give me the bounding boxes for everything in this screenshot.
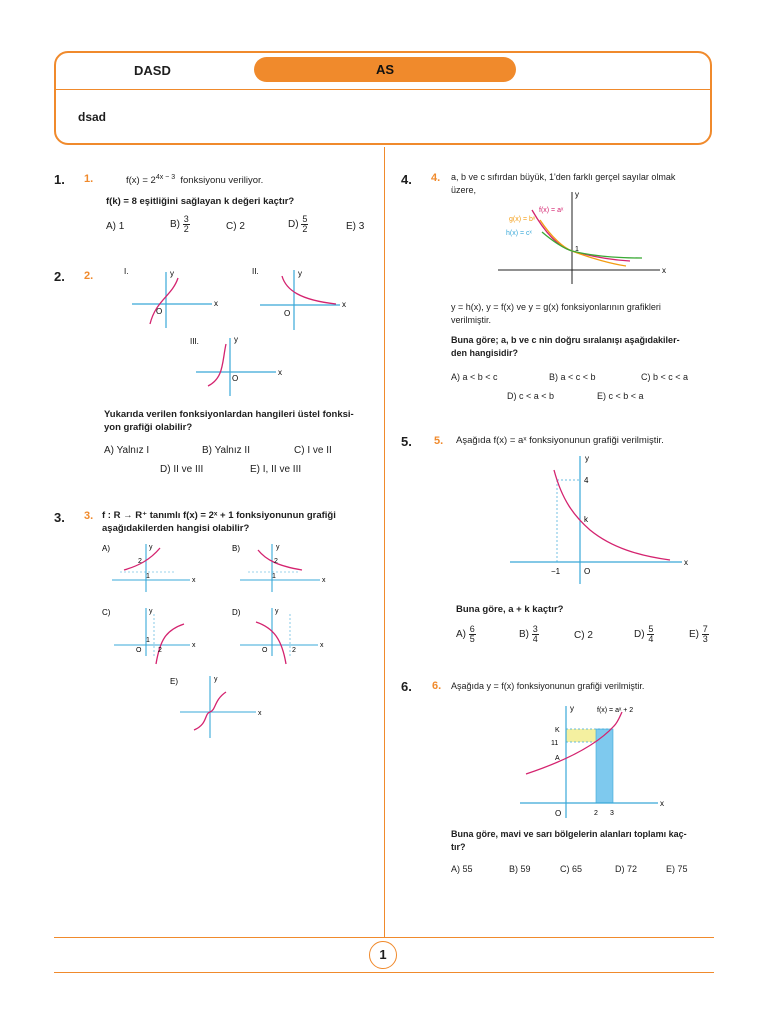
q5-a-fraction: $\frac{6}{5}$ xyxy=(469,624,475,644)
svg-text:O: O xyxy=(156,307,163,316)
svg-text:−1: −1 xyxy=(551,567,561,576)
q3-stem-line2: aşağıdakilerden hangisi olabilir? xyxy=(102,523,250,534)
q2-option-e[interactable]: E) I, II ve III xyxy=(250,464,302,475)
svg-text:y: y xyxy=(275,608,279,615)
svg-text:x: x xyxy=(662,266,666,275)
q4-option-d[interactable]: D) c < a < b xyxy=(507,391,555,401)
q6-question-line1: Buna göre, mavi ve sarı bölgelerin alanları toplamı kaç- xyxy=(451,829,687,839)
q5-option-d[interactable]: D) $\frac{5}{4}$ xyxy=(634,624,654,644)
svg-text:E): E) xyxy=(170,677,178,686)
svg-text:y: y xyxy=(298,269,302,278)
q1-orange-number: 1. xyxy=(84,173,94,185)
q1-b-label: B) xyxy=(170,219,180,231)
svg-text:y: y xyxy=(214,676,218,683)
svg-text:D): D) xyxy=(232,608,241,617)
q6-question-line2: tır? xyxy=(451,842,466,852)
svg-text:k: k xyxy=(584,515,588,524)
q5-d-fraction: $\frac{5}{4}$ xyxy=(648,624,654,644)
svg-text:x: x xyxy=(278,368,282,377)
q2-option-d[interactable]: D) II ve III xyxy=(160,464,204,475)
svg-text:2: 2 xyxy=(138,558,142,565)
q5-b-fraction: $\frac{3}{4}$ xyxy=(532,624,538,644)
q2-option-c[interactable]: C) I ve II xyxy=(294,445,332,456)
svg-text:y: y xyxy=(585,454,589,463)
q5-question: Buna göre, a + k kaçtır? xyxy=(456,604,564,615)
header-pill: AS xyxy=(254,57,516,82)
svg-text:1: 1 xyxy=(146,573,150,580)
q2-graph3-label: III. xyxy=(190,337,199,346)
svg-text:11: 11 xyxy=(551,740,559,747)
q5-option-e[interactable]: E) $\frac{7}{3}$ xyxy=(689,624,708,644)
q5-e-fraction: $\frac{7}{3}$ xyxy=(702,624,708,644)
svg-text:O: O xyxy=(262,647,268,654)
svg-text:g(x) = bˣ: g(x) = bˣ xyxy=(509,216,536,223)
q1-stem-pre: f(x) = 2 xyxy=(126,175,156,187)
svg-text:2: 2 xyxy=(274,558,278,565)
q2-orange-number: 2. xyxy=(84,270,94,282)
q5-stem: Aşağıda f(x) = aˣ fonksiyonunun grafiği verilmiştir. xyxy=(456,435,664,446)
q4-stem-line1: a, b ve c sıfırdan büyük, 1'den farklı gerçel sayılar olmak xyxy=(451,172,676,182)
q1-stem-exponent: 4x − 3 xyxy=(155,174,176,181)
svg-text:y: y xyxy=(149,544,153,551)
q4-number: 4. xyxy=(401,172,412,187)
q5-number: 5. xyxy=(401,434,412,449)
q1-option-c[interactable]: C) 2 xyxy=(226,221,245,232)
svg-text:O: O xyxy=(584,567,591,576)
q2-graph2-label: II. xyxy=(252,267,259,276)
q3-orange-number: 3. xyxy=(84,510,94,522)
svg-text:y: y xyxy=(276,544,280,551)
svg-text:x: x xyxy=(192,577,196,584)
svg-text:C): C) xyxy=(102,608,111,617)
q6-orange-number: 6. xyxy=(432,680,442,692)
q4-orange-number: 4. xyxy=(431,172,441,184)
q2-number: 2. xyxy=(54,269,65,284)
q5-option-c[interactable]: C) 2 xyxy=(574,630,593,641)
q6-option-e[interactable]: E) 75 xyxy=(666,864,688,874)
svg-text:y: y xyxy=(149,608,153,615)
q4-option-b[interactable]: B) a < c < b xyxy=(549,372,596,382)
svg-text:2: 2 xyxy=(594,810,598,817)
page-number: 1 xyxy=(369,941,397,969)
svg-text:f(x) = aˣ: f(x) = aˣ xyxy=(539,207,564,214)
q5-orange-number: 5. xyxy=(434,435,444,447)
svg-text:A: A xyxy=(555,755,560,762)
svg-text:x: x xyxy=(684,558,688,567)
q1-number: 1. xyxy=(54,172,65,187)
svg-text:O: O xyxy=(136,647,142,654)
q6-number: 6. xyxy=(401,679,412,694)
svg-text:x: x xyxy=(322,577,326,584)
svg-text:x: x xyxy=(342,300,346,309)
svg-text:y: y xyxy=(575,190,579,199)
svg-text:h(x) = cˣ: h(x) = cˣ xyxy=(506,230,532,237)
svg-text:f(x) = aˣ + 2: f(x) = aˣ + 2 xyxy=(597,707,634,714)
q1-question: f(k) = 8 eşitliğini sağlayan k değeri kaçtır? xyxy=(106,196,295,207)
svg-text:y: y xyxy=(570,704,574,713)
q2-graph1-label: I. xyxy=(124,267,129,276)
svg-text:2: 2 xyxy=(292,647,296,654)
svg-text:4: 4 xyxy=(584,476,589,485)
q4-desc-line2: verilmiştir. xyxy=(451,315,491,325)
q3-stem-line1: f : R → R⁺ tanımlı f(x) = 2ˣ + 1 fonksiyonunun grafiği xyxy=(102,510,336,521)
q5-option-b[interactable]: B) $\frac{3}{4}$ xyxy=(519,624,538,644)
q1-option-e[interactable]: E) 3 xyxy=(346,221,365,232)
q6-option-c[interactable]: C) 65 xyxy=(560,864,583,874)
q2-question-line1: Yukarıda verilen fonksiyonlardan hangileri üstel fonksi- xyxy=(104,409,354,420)
q2-question-line2: yon grafiği olabilir? xyxy=(104,422,193,433)
svg-text:O: O xyxy=(555,809,562,818)
q4-stem-line2: üzere, xyxy=(451,185,477,195)
svg-text:x: x xyxy=(258,710,262,717)
svg-text:A): A) xyxy=(102,544,110,553)
footer-line-bottom xyxy=(54,972,714,973)
q1-b-fraction: $\frac{3}{2}$ xyxy=(183,214,189,234)
svg-text:y: y xyxy=(170,269,174,278)
q4-option-e[interactable]: E) c < b < a xyxy=(597,391,644,401)
svg-text:x: x xyxy=(192,642,196,649)
q6-option-b[interactable]: B) 59 xyxy=(509,864,531,874)
svg-text:x: x xyxy=(214,299,218,308)
svg-text:3: 3 xyxy=(610,810,614,817)
q1-d-fraction: $\frac{5}{2}$ xyxy=(302,214,308,234)
q6-stem: Aşağıda y = f(x) fonksiyonunun grafiği verilmiştir. xyxy=(451,681,645,691)
svg-text:x: x xyxy=(660,799,664,808)
svg-text:B): B) xyxy=(232,544,240,553)
svg-text:y: y xyxy=(234,335,238,344)
svg-text:x: x xyxy=(320,642,324,649)
svg-text:1: 1 xyxy=(575,246,579,253)
q6-option-a[interactable]: A) 55 xyxy=(451,864,473,874)
q4-desc-line1: y = h(x), y = f(x) ve y = g(x) fonksiyonlarının grafikleri xyxy=(451,302,661,312)
svg-text:1: 1 xyxy=(272,573,276,580)
q3-number: 3. xyxy=(54,510,65,525)
q1-option-a[interactable]: A) 1 xyxy=(106,221,125,232)
svg-text:K: K xyxy=(555,727,560,734)
q2-option-b[interactable]: B) Yalnız II xyxy=(202,445,250,456)
q2-option-a[interactable]: A) Yalnız I xyxy=(104,445,150,456)
q4-question-line1: Buna göre; a, b ve c nin doğru sıralanışı aşağıdakiler- xyxy=(451,335,680,345)
svg-text:O: O xyxy=(232,374,239,383)
q4-option-c[interactable]: C) b < c < a xyxy=(641,372,689,382)
svg-text:2: 2 xyxy=(158,647,162,654)
q1-stem-post: fonksiyonu veriliyor. xyxy=(180,175,264,187)
q6-option-d[interactable]: D) 72 xyxy=(615,864,638,874)
svg-text:1: 1 xyxy=(146,637,150,644)
q5-option-a[interactable]: A) $\frac{6}{5}$ xyxy=(456,624,475,644)
footer-line-top xyxy=(54,937,714,938)
q1-d-label: D) xyxy=(288,219,299,231)
svg-text:O: O xyxy=(284,309,291,318)
header-subtitle: dsad xyxy=(78,110,107,124)
q4-option-a[interactable]: A) a < b < c xyxy=(451,372,498,382)
q4-question-line2: den hangisidir? xyxy=(451,348,519,358)
header-left-text: DASD xyxy=(134,63,171,78)
